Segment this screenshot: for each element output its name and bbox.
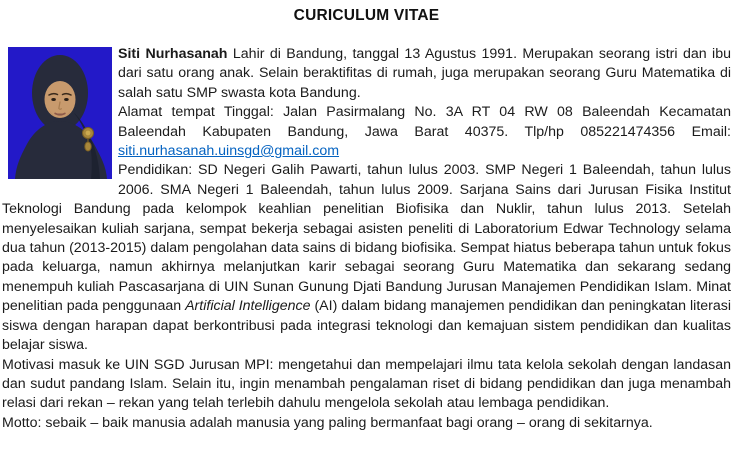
eye-left xyxy=(51,98,56,101)
cv-text: (AI) dalam bidang manajemen pendidikan dan peningkatan literasi siswa dengan harapan dapat berkontribusi pada integrasi teknologi dan kemajuan sistem pendidikan dan kualitas belajar siswa. xyxy=(2,298,732,354)
cv-text: Motto: sebaik – baik manusia adalah manusia yang paling bermanfaat bagi orang – orang di sekitarnya. xyxy=(2,414,653,431)
face xyxy=(45,81,76,118)
cv-paragraph xyxy=(2,161,731,355)
email-link[interactable]: siti.nurhasanah.uinsgd@gmail.com xyxy=(118,143,340,160)
mouth xyxy=(55,114,65,115)
cv-paragraph xyxy=(2,356,731,414)
cv-paragraph xyxy=(2,414,731,433)
portrait-illustration xyxy=(8,47,112,179)
cv-text: Pendidikan: SD Negeri Galih Pawarti, tahun lulus 2003. SMP Negeri 1 Baleendah, tahun lulus 2006. SMA Negeri 1 Baleendah, tahun lulus 2009. Sarjana Sains dari Jurusan Fisika Institut Teknologi Bandung pada kelompok keahlian penelitian Biofisika dan Nuklir, tahun lulus 2013. Setelah menyelesaikan kuliah sarjana, sempat bekerja sebagai asisten peneliti di Laboratorium Edwar Technology selama dua tahun (2013-2015) dalam pengolahan data sains di bidang biofisika. Sempat hiatus beberapa tahun untuk fokus pada keluarga, namun akhirnya melanjutkan karir sebagai seorang Guru Matematika dan sekarang sedang menempuh kuliah Pascasarjana di UIN Sunan Gunung Djati Bandung Jurusan Manajemen Pendidikan Islam. Minat penelitian pada penggunaan xyxy=(2,162,731,315)
person-name: Siti Nurhasanah xyxy=(118,46,228,62)
page-title: CURICULUM VITAE xyxy=(293,7,440,24)
cv-text: Lahir di Bandung, tanggal 13 Agustus 1991. Merupakan seorang istri dan ibu dari satu orang anak. Selain beraktifitas di rumah, juga merupakan seorang Guru Matematika di salah satu SMP swasta kota Bandung. xyxy=(118,46,731,101)
cv-text: Alamat tempat Tinggal: Jalan Pasirmalang No. 3A RT 04 RW 08 Baleendah Kecamatan Baleendah Kabupaten Bandung, Jawa Barat 40375. Tlp/hp 085221474356 Email: xyxy=(118,104,731,140)
cv-body xyxy=(2,45,731,433)
profile-photo xyxy=(8,47,112,179)
cv-text: Motivasi masuk ke UIN SGD Jurusan MPI: mengetahui dan mempelajari ilmu tata kelola sekolah dengan landasan dan sudut pandang Islam. Selain itu, ingin menambah pengalaman riset di bidang pendidikan dan juga menambah relasi dari rekan – rekan yang telah terlebih dahulu mengelola sekolah atau lembaga pendidikan. xyxy=(2,356,731,412)
eye-right xyxy=(64,98,69,101)
cv-text: Artificial Intelligence xyxy=(185,298,311,315)
